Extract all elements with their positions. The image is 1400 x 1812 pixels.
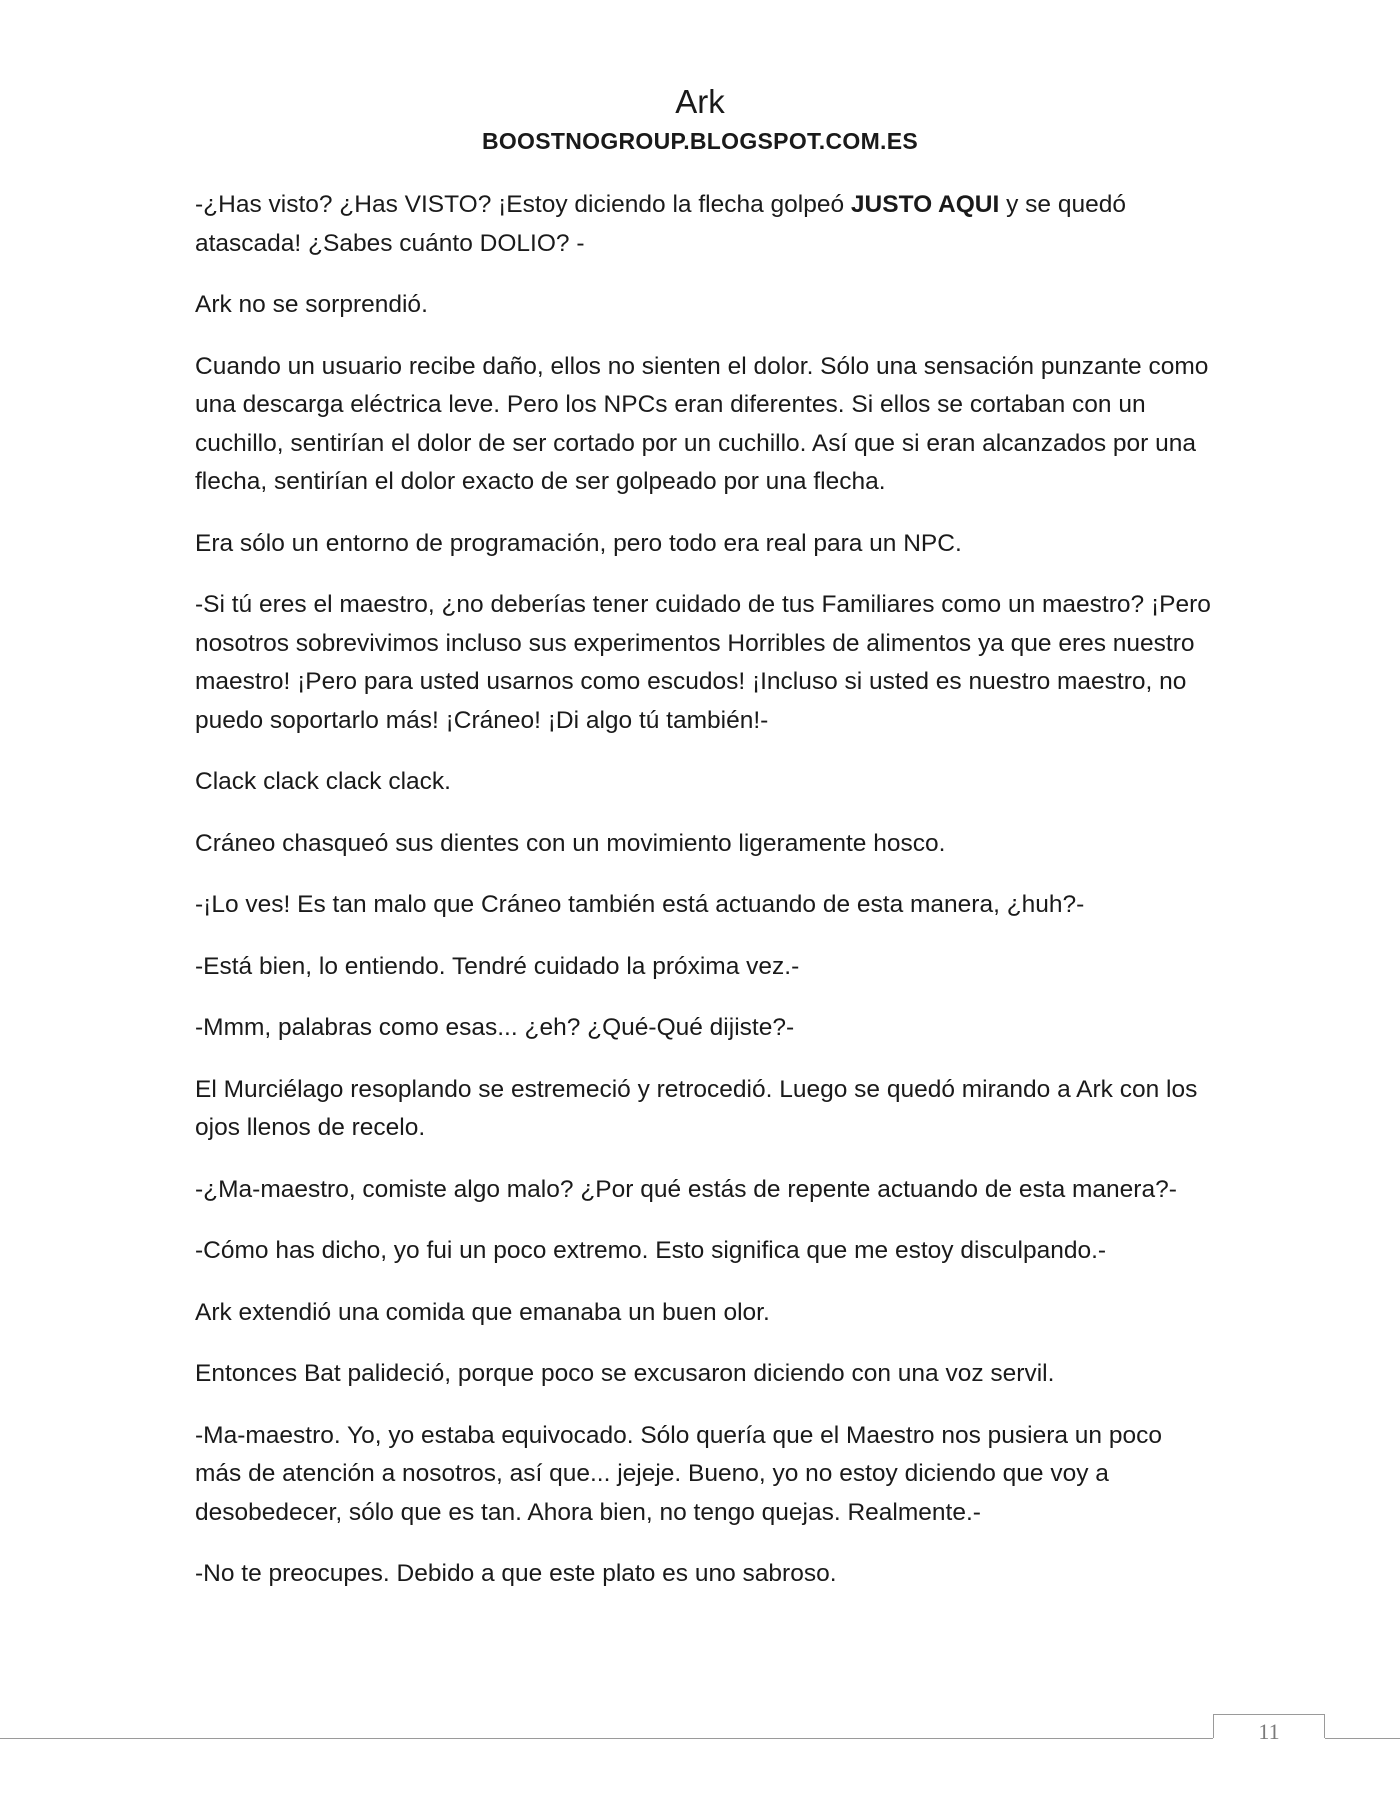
paragraph-7: Cráneo chasqueó sus dientes con un movimiento ligeramente hosco. [195,829,946,857]
page-header [0,80,1400,156]
paragraph-2: Ark no se sorprendió. [195,291,428,318]
paragraph-13: -Cómo has dicho, yo fui un poco extremo. Esto significa que me estoy disculpando.- [195,1237,1107,1264]
paragraph-6: Clack clack clack clack. [195,768,451,795]
paragraph-1-start: -¿Has visto? ¿Has VISTO? ¡Estoy diciendo la flecha golpeó [195,191,851,218]
paragraph-5: -Si tú eres el maestro, ¿no deberías tener cuidado de tus Familiares como un maestro? ¡Pero nosotros sobrevivimos incluso sus experimentos Horribles de alimentos ya que eres nuestro maestro! ¡Pero para usted usarnos como escudos! ¡Incluso si usted es nuestro maestro, no puedo soportarlo más! ¡Cráneo! ¡Di algo tú también!- [195,591,1211,734]
paragraph-11: El Murciélago resoplando se estremeció y retrocedió. Luego se quedó mirando a Ark con los ojos llenos de recelo. [195,1075,1198,1141]
paragraph-8: -¡Lo ves! Es tan malo que Cráneo también está actuando de esta manera, ¿huh?- [195,891,1085,918]
paragraph-16: -Ma-maestro. Yo, yo estaba equivocado. Sólo quería que el Maestro nos pusiera un poco más de atención a nosotros, así que... jejeje. Bueno, yo no estoy diciendo que voy a desobedecer, sólo que es tan. Ahora bien, no tengo quejas. Realmente.- [195,1421,1162,1526]
paragraph-12: -¿Ma-maestro, comiste algo malo? ¿Por qué estás de repente actuando de esta manera?- [195,1175,1177,1203]
paragraph-14: Ark extendió una comida que emanaba un buen olor. [195,1298,770,1326]
paragraph-10: -Mmm, palabras como esas... ¿eh? ¿Qué-Qué dijiste?- [195,1014,795,1041]
page-number: 11 [1258,1719,1280,1744]
paragraph-17: -No te preocupes. Debido a que este plato es uno sabroso. [195,1560,837,1587]
document-title: Ark [675,83,725,120]
document-subtitle: BOOSTNOGROUP.BLOGSPOT.COM.ES [481,128,919,154]
footer-rule-left [0,1738,1213,1739]
paragraph-1-end: y se quedó atascada! ¿Sabes cuánto DOLIO? - [195,191,1126,257]
body-text [195,186,1215,1617]
paragraph-4: Era sólo un entorno de programación, pero todo era real para un NPC. [195,529,962,557]
paragraph-9: -Está bien, lo entiendo. Tendré cuidado la próxima vez.- [195,952,800,980]
footer-rule-right [1325,1738,1400,1739]
emphasis-text: JUSTO AQUI [850,191,1000,218]
paragraph-1 [195,186,1215,263]
paragraph-3: Cuando un usuario recibe daño, ellos no sienten el dolor. Sólo una sensación punzante como una descarga eléctrica leve. Pero los NPCs eran diferentes. Si ellos se cortaban con un cuchillo, sentirían el dolor de ser cortado por un cuchillo. Así que si eran alcanzados por una flecha, sentirían el dolor exacto de ser golpeado por una flecha. [195,352,1209,495]
paragraph-15: Entonces Bat palideció, porque poco se excusaron diciendo con una voz servil. [195,1360,1055,1387]
